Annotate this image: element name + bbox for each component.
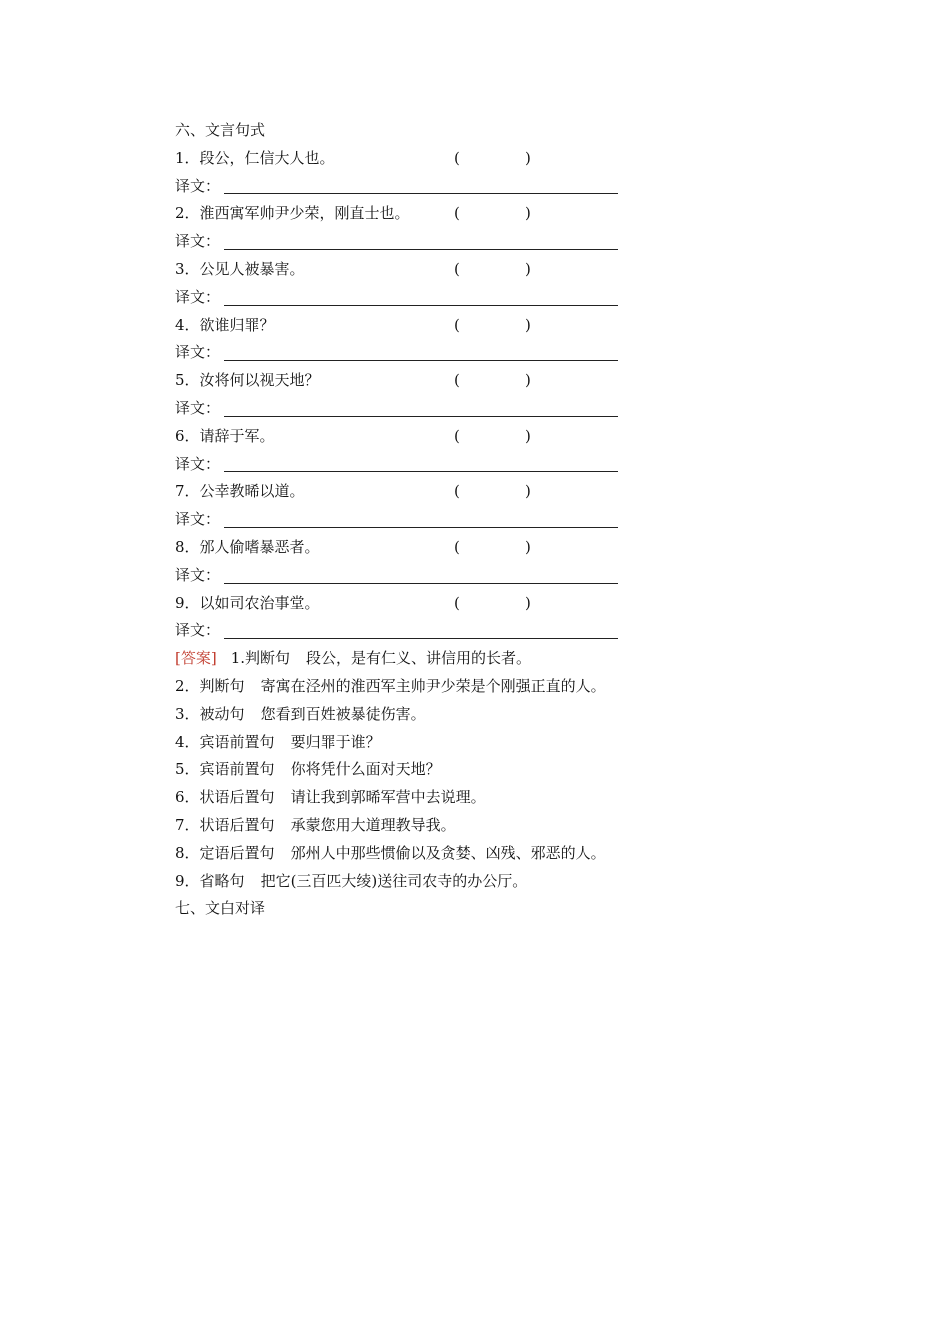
translation-blank[interactable]: [224, 305, 618, 306]
translation-blank[interactable]: [224, 583, 618, 584]
document-content: [175, 117, 695, 923]
answer-line: [175, 645, 695, 673]
translation-line: [175, 228, 695, 256]
answer-text: 要归罪于谁？: [290, 732, 381, 751]
answer-line: [175, 729, 695, 757]
answer-type: 被动句: [199, 704, 245, 723]
translation-blank[interactable]: [224, 360, 618, 361]
answer-line: [175, 812, 695, 840]
question-text: 8．邠人偷嗜暴恶者。: [175, 537, 320, 556]
answer-num: 3．: [175, 704, 200, 723]
answer-num: 8．: [175, 843, 200, 862]
answer-text: 承蒙您用大道理教导我。: [290, 815, 456, 834]
answer-text: 你将凭什么面对天地？: [290, 760, 441, 779]
question-text: 4．欲谁归罪？: [175, 315, 275, 334]
answer-num: 9．: [175, 871, 200, 890]
answer-line: [175, 673, 695, 701]
question-line: [175, 478, 695, 506]
question-text: 3．公见人被暴害。: [175, 259, 305, 278]
answer-type: 省略句: [199, 871, 245, 890]
answer-paren-close: ): [525, 482, 531, 501]
question-line: [175, 200, 695, 228]
translation-blank[interactable]: [224, 471, 618, 472]
translation-line: [175, 339, 695, 367]
translation-blank[interactable]: [224, 527, 618, 528]
translation-line: [175, 617, 695, 645]
answer-line: [175, 868, 695, 896]
answer-num: 2．: [175, 676, 200, 695]
answer-paren-close: ): [525, 593, 531, 612]
answer-text: 寄寓在泾州的淮西军主帅尹少荣是个刚强正直的人。: [260, 676, 606, 695]
question-line: [175, 590, 695, 618]
answer-paren-close: ): [525, 259, 531, 278]
answer-type: 宾语前置句: [199, 760, 275, 779]
translation-label: 译文：: [175, 287, 221, 306]
translation-blank[interactable]: [224, 249, 618, 250]
answer-num: 7．: [175, 815, 200, 834]
answer-paren-open: (: [454, 537, 460, 556]
translation-line: [175, 173, 695, 201]
answer-paren-open: (: [454, 482, 460, 501]
answer-paren-close: ): [525, 537, 531, 556]
translation-line: [175, 284, 695, 312]
answer-paren-close: ): [525, 148, 531, 167]
question-line: [175, 256, 695, 284]
answer-line: [175, 840, 695, 868]
answer-paren-open: (: [454, 593, 460, 612]
translation-label: 译文：: [175, 510, 221, 529]
translation-line: [175, 562, 695, 590]
translation-label: 译文：: [175, 343, 221, 362]
translation-label: 译文：: [175, 176, 221, 195]
answer-line: [175, 784, 695, 812]
answer-paren-open: (: [454, 426, 460, 445]
answer-num: 1.: [230, 649, 246, 668]
answer-text: 邠州人中那些惯偷以及贪婪、凶残、邪恶的人。: [290, 843, 606, 862]
answer-paren-open: (: [454, 315, 460, 334]
answer-paren-open: (: [454, 259, 460, 278]
translation-label: 译文：: [175, 232, 221, 251]
translation-label: 译文：: [175, 565, 221, 584]
answer-paren-open: (: [454, 148, 460, 167]
answer-paren-close: ): [525, 204, 531, 223]
answer-type: 宾语前置句: [199, 732, 275, 751]
question-text: 1．段公，仁信大人也。: [175, 148, 335, 167]
answer-paren-close: ): [525, 315, 531, 334]
answer-paren-open: (: [454, 371, 460, 390]
translation-blank[interactable]: [224, 638, 618, 639]
translation-line: [175, 451, 695, 479]
answer-text: 把它(三百匹大绫)送往司农寺的办公厅。: [260, 871, 528, 890]
answer-type: 状语后置句: [199, 788, 275, 807]
answer-line: [175, 756, 695, 784]
answer-type: 判断句: [245, 649, 291, 668]
answer-text: 您看到百姓被暴徒伤害。: [260, 704, 426, 723]
translation-blank[interactable]: [224, 416, 618, 417]
translation-line: [175, 506, 695, 534]
answer-paren-close: ): [525, 426, 531, 445]
question-text: 6．请辞于军。: [175, 426, 275, 445]
answer-text: 请让我到郭晞军营中去说理。: [290, 788, 486, 807]
translation-label: 译文：: [175, 621, 221, 640]
answer-type: 状语后置句: [199, 815, 275, 834]
translation-label: 译文：: [175, 454, 221, 473]
question-text: 5．汝将何以视天地？: [175, 371, 320, 390]
answer-num: 4．: [175, 732, 200, 751]
translation-line: [175, 395, 695, 423]
question-text: 2．淮西寓军帅尹少荣，刚直士也。: [175, 204, 410, 223]
question-line: [175, 312, 695, 340]
answer-tag: [答案]: [175, 649, 217, 668]
question-text: 9．以如司农治事堂。: [175, 593, 320, 612]
answer-type: 判断句: [199, 676, 245, 695]
answer-paren-open: (: [454, 204, 460, 223]
answer-paren-close: ): [525, 371, 531, 390]
answer-line: [175, 701, 695, 729]
section-heading-sentence-patterns: 六、文言句式: [175, 121, 266, 139]
question-line: [175, 145, 695, 173]
answer-type: 定语后置句: [199, 843, 275, 862]
question-line: [175, 534, 695, 562]
translation-label: 译文：: [175, 398, 221, 417]
answer-num: 5．: [175, 760, 200, 779]
translation-blank[interactable]: [224, 193, 618, 194]
question-line: [175, 423, 695, 451]
answer-text: 段公，是有仁义、讲信用的长者。: [306, 649, 532, 668]
question-line: [175, 367, 695, 395]
answer-num: 6．: [175, 788, 200, 807]
question-text: 7．公幸教晞以道。: [175, 482, 305, 501]
section-heading-translation: 七、文白对译: [175, 899, 266, 918]
